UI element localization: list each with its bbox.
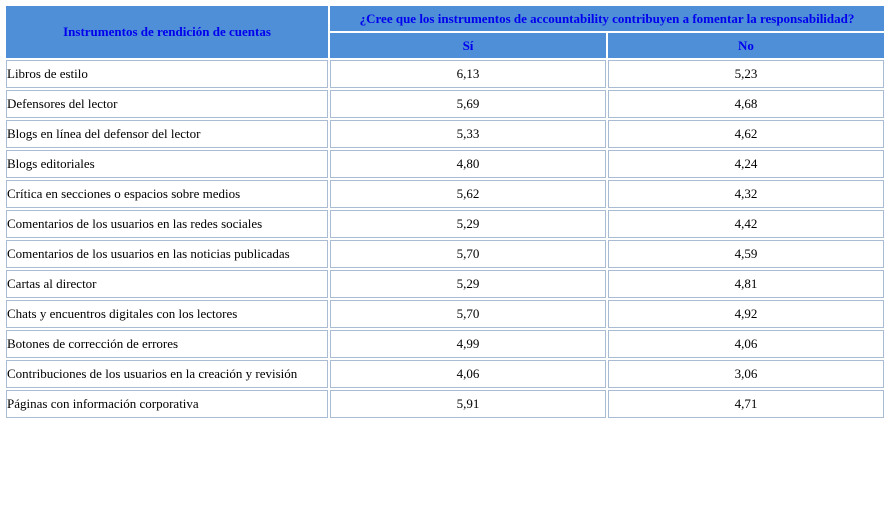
table-row (6, 210, 884, 238)
no-value: 4,62 (608, 120, 884, 148)
table-row (6, 360, 884, 388)
instrument-label: Botones de corrección de errores (6, 330, 328, 358)
yes-value: 5,70 (330, 300, 606, 328)
question-header: ¿Cree que los instrumentos de accountability contribuyen a fomentar la responsabilidad? (330, 6, 884, 31)
no-value: 4,32 (608, 180, 884, 208)
table-row (6, 150, 884, 178)
table-row (6, 180, 884, 208)
yes-value: 4,06 (330, 360, 606, 388)
no-value: 4,92 (608, 300, 884, 328)
yes-value: 5,91 (330, 390, 606, 418)
yes-value: 5,69 (330, 90, 606, 118)
no-value: 4,06 (608, 330, 884, 358)
no-value: 4,59 (608, 240, 884, 268)
yes-value: 6,13 (330, 60, 606, 88)
table-row (6, 120, 884, 148)
table-body (6, 60, 884, 418)
no-column-header: No (608, 33, 884, 58)
table-row (6, 240, 884, 268)
instrument-label: Páginas con información corporativa (6, 390, 328, 418)
instrument-label: Defensores del lector (6, 90, 328, 118)
no-value: 4,42 (608, 210, 884, 238)
no-value: 4,81 (608, 270, 884, 298)
no-value: 4,71 (608, 390, 884, 418)
table-row (6, 60, 884, 88)
accountability-table (4, 4, 886, 420)
instrument-label: Blogs en línea del defensor del lector (6, 120, 328, 148)
yes-value: 4,80 (330, 150, 606, 178)
no-value: 4,68 (608, 90, 884, 118)
instrument-label: Blogs editoriales (6, 150, 328, 178)
yes-value: 5,62 (330, 180, 606, 208)
no-value: 5,23 (608, 60, 884, 88)
instrument-label: Comentarios de los usuarios en las redes sociales (6, 210, 328, 238)
instrument-label: Contribuciones de los usuarios en la creación y revisión (6, 360, 328, 388)
no-value: 3,06 (608, 360, 884, 388)
table-row (6, 90, 884, 118)
yes-value: 5,33 (330, 120, 606, 148)
instrument-label: Comentarios de los usuarios en las noticias publicadas (6, 240, 328, 268)
instrument-label: Cartas al director (6, 270, 328, 298)
table-row (6, 390, 884, 418)
yes-value: 5,70 (330, 240, 606, 268)
instrument-label: Libros de estilo (6, 60, 328, 88)
yes-value: 4,99 (330, 330, 606, 358)
header-row-top (6, 6, 884, 31)
instruments-column-header: Instrumentos de rendición de cuentas (6, 6, 328, 58)
yes-value: 5,29 (330, 270, 606, 298)
yes-value: 5,29 (330, 210, 606, 238)
instrument-label: Chats y encuentros digitales con los lectores (6, 300, 328, 328)
no-value: 4,24 (608, 150, 884, 178)
table-row (6, 300, 884, 328)
table-row (6, 270, 884, 298)
instrument-label: Crítica en secciones o espacios sobre medios (6, 180, 328, 208)
yes-column-header: Sí (330, 33, 606, 58)
table-row (6, 330, 884, 358)
